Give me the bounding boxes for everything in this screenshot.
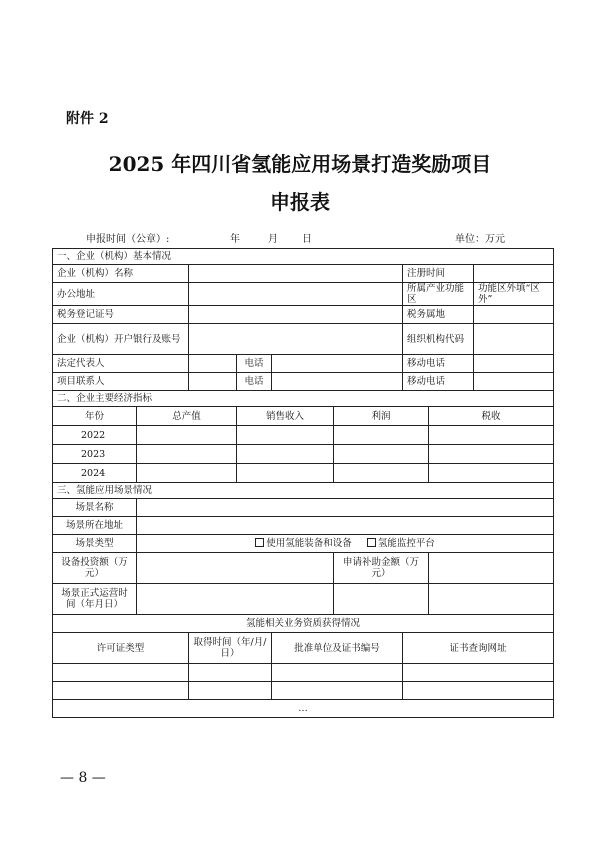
table-row [53,373,554,391]
scene-addr-label: 场景所在地址 [53,517,137,535]
col-header-year: 年份 [53,407,137,426]
form-subtitle: 申报表 [270,190,330,214]
qualification-header-row [53,633,554,664]
table-row [53,324,554,355]
approver-field[interactable] [272,664,403,682]
phone-field[interactable] [272,373,403,391]
application-form-table [52,248,554,718]
table-row [53,682,554,700]
profit-field[interactable] [334,426,429,445]
table-row [53,535,554,553]
tax-cert-label: 税务登记证号 [53,306,189,324]
license-field[interactable] [53,682,189,700]
date-field[interactable] [189,664,272,682]
office-addr-label: 办公地址 [53,283,189,306]
year-2022: 2022 [53,426,137,445]
mobile-field[interactable] [474,355,554,373]
zone-value[interactable]: 功能区外填“区外” [474,283,554,306]
table-row [53,464,554,483]
profit-field[interactable] [334,445,429,464]
output-field[interactable] [137,426,237,445]
tax-field[interactable] [429,464,554,483]
unit-label: 单位：万元 [455,234,505,245]
date-field[interactable] [189,682,272,700]
reg-time-label: 注册时间 [403,265,474,283]
sales-field[interactable] [237,464,334,483]
scene-addr-field[interactable] [137,517,554,535]
url-field[interactable] [403,682,554,700]
invest-field[interactable] [137,553,334,584]
table-row [53,355,554,373]
table-row [53,499,554,517]
license-field[interactable] [53,664,189,682]
output-field[interactable] [137,445,237,464]
scene-name-label: 场景名称 [53,499,137,517]
checkbox-equipment[interactable] [255,538,264,547]
blank-cell [429,584,554,615]
invest-label: 设备投资额（万元） [53,553,137,584]
col-header-profit: 利润 [334,407,429,426]
org-code-field[interactable] [474,324,554,355]
year-label: 年 [230,234,240,245]
col-header-sales: 销售收入 [237,407,334,426]
mobile-field[interactable] [474,373,554,391]
table-row [53,306,554,324]
output-field[interactable] [137,464,237,483]
attachment-label: 附件 2 [66,111,109,127]
month-label: 月 [268,234,278,245]
scene-type-label: 场景类型 [53,535,137,553]
page-number: — 8 — [60,770,106,786]
legal-rep-label: 法定代表人 [53,355,189,373]
bank-field[interactable] [189,324,403,355]
sales-field[interactable] [237,426,334,445]
section1-heading: 一、企业（机构）基本情况 [53,249,554,265]
phone-label: 电话 [237,373,272,391]
col-header-output: 总产值 [137,407,237,426]
contact-field[interactable] [189,373,237,391]
table-row [53,283,554,306]
form-title: 2025 年四川省氢能应用场景打造奖励项目 [108,152,492,176]
mobile-label: 移动电话 [403,355,474,373]
table-row [53,553,554,584]
org-code-label: 组织机构代码 [403,324,474,355]
col-header-date: 取得时间（年/月/日） [189,633,272,664]
url-field[interactable] [403,664,554,682]
qualification-heading: 氢能相关业务资质获得情况 [53,615,554,633]
subsidy-field[interactable] [429,553,554,584]
mobile-label: 移动电话 [403,373,474,391]
section3-heading: 三、氢能应用场景情况 [53,483,554,499]
table-row [53,664,554,682]
section2-row [53,391,554,407]
zone-label: 所属产业功能区 [403,283,474,306]
col-header-approver: 批准单位及证书编号 [272,633,403,664]
legal-rep-field[interactable] [189,355,237,373]
col-header-license: 许可证类型 [53,633,189,664]
tax-field[interactable] [429,426,554,445]
scene-name-field[interactable] [137,499,554,517]
phone-field[interactable] [272,355,403,373]
blank-cell [334,584,429,615]
table-row [53,445,554,464]
year-2023: 2023 [53,445,137,464]
option-monitoring-label: 氢能监控平台 [377,538,435,549]
company-name-field[interactable] [189,265,403,283]
ellipsis: … [53,700,554,718]
bank-label: 企业（机构）开户银行及账号 [53,324,189,355]
approver-field[interactable] [272,682,403,700]
tax-cert-field[interactable] [189,306,403,324]
sales-field[interactable] [237,445,334,464]
section3-row [53,483,554,499]
table-row [53,700,554,718]
col-header-url: 证书查询网址 [403,633,554,664]
table-row [53,426,554,445]
econ-header-row [53,407,554,426]
option-equipment-label: 使用氢能装备和设备 [266,538,352,549]
table-row [53,517,554,535]
checkbox-monitoring[interactable] [367,538,376,547]
op-time-label: 场景正式运营时间（年月日） [53,584,137,615]
profit-field[interactable] [334,464,429,483]
qualification-heading-row [53,615,554,633]
phone-label: 电话 [237,355,272,373]
reg-time-field[interactable] [474,265,554,283]
subsidy-label: 申请补助金额（万元） [334,553,429,584]
tax-field[interactable] [429,445,554,464]
year-2024: 2024 [53,464,137,483]
office-addr-field[interactable] [189,283,403,306]
day-label: 日 [302,234,312,245]
col-header-tax: 税收 [429,407,554,426]
tax-place-field[interactable] [474,306,554,324]
table-row [53,265,554,283]
contact-label: 项目联系人 [53,373,189,391]
section2-heading: 二、企业主要经济指标 [53,391,554,407]
declare-time-label: 申报时间（公章）: [86,234,170,245]
tax-place-label: 税务属地 [403,306,474,324]
section1-row [53,249,554,265]
company-name-label: 企业（机构）名称 [53,265,189,283]
op-time-field[interactable] [137,584,334,615]
table-row [53,584,554,615]
